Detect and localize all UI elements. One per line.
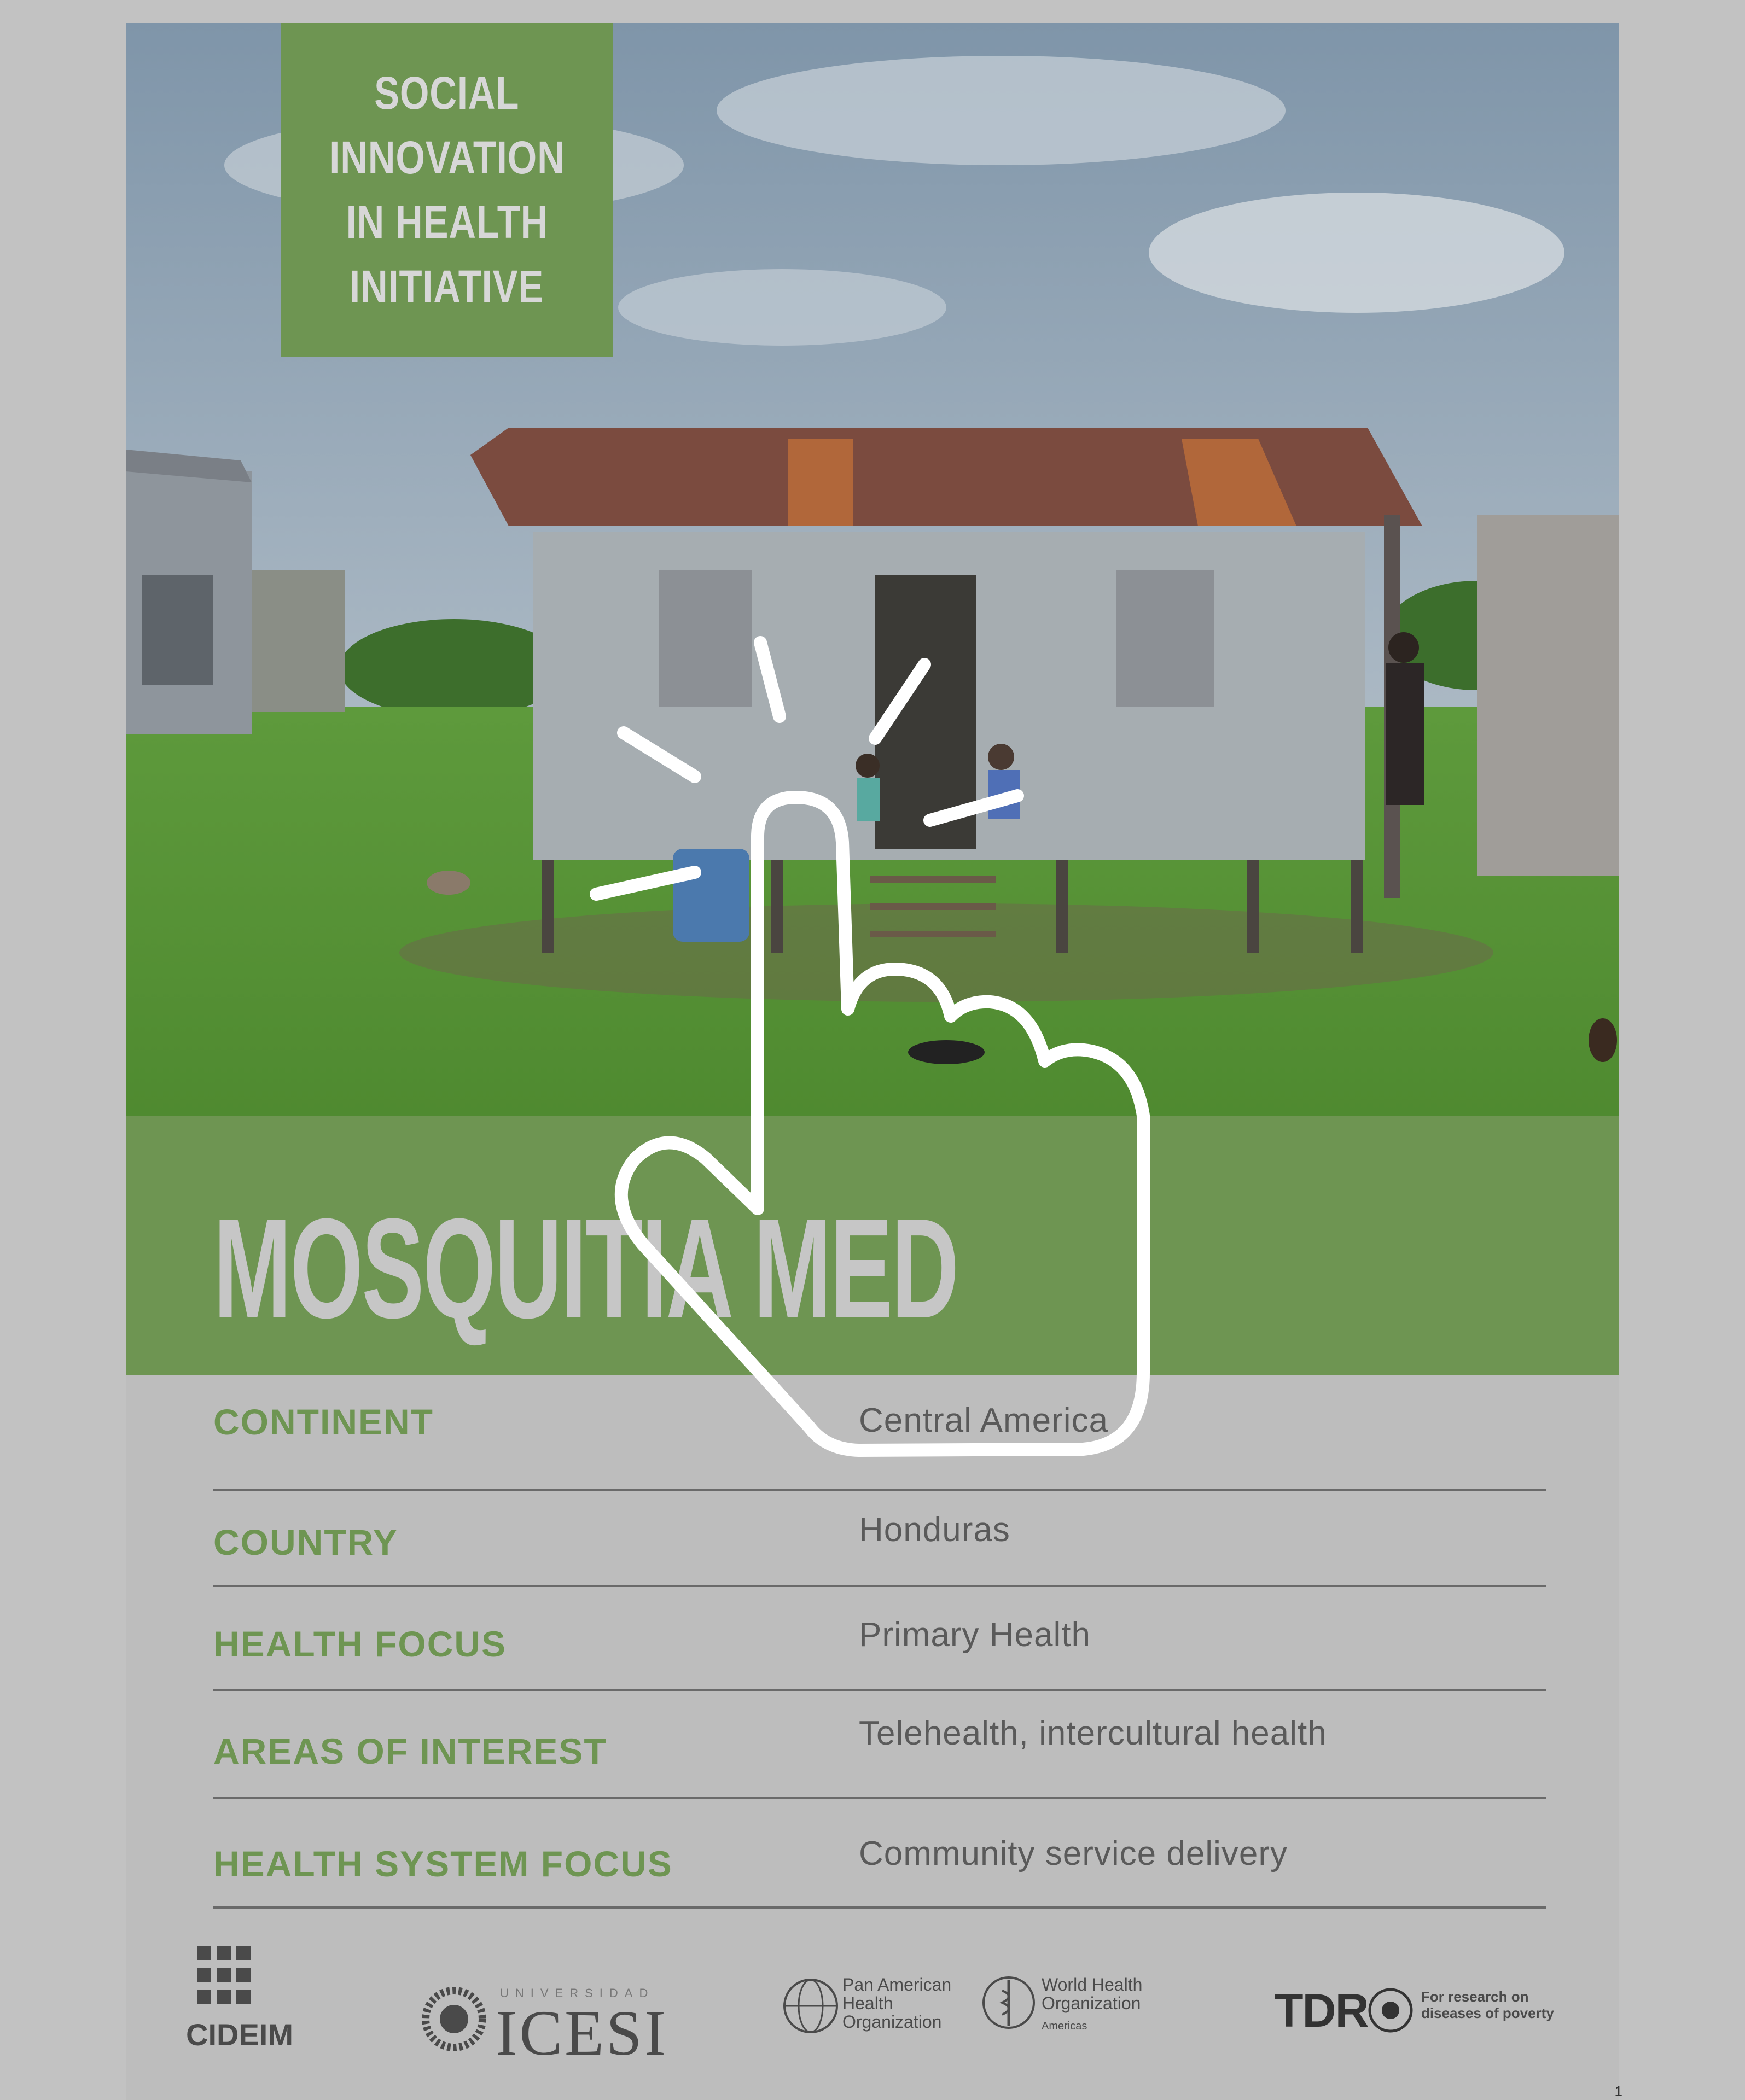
who-logo: [980, 1974, 1155, 2040]
who-line-1: World Health: [1042, 1975, 1143, 1994]
tdr-logo: [1275, 1984, 1581, 2039]
page-number: 1: [1614, 2083, 1622, 2099]
project-info-table: [213, 1375, 1546, 1909]
info-label: HEALTH SYSTEM FOCUS: [213, 1844, 673, 1884]
cideim-name: CIDEIM: [186, 2017, 293, 2052]
cideim-logo: [186, 1942, 293, 2052]
project-title: MOSQUITIA MED: [213, 1189, 958, 1348]
info-row-country: [213, 1491, 1546, 1587]
info-row-continent: [213, 1375, 1546, 1491]
paho-line-3: Organization: [842, 2012, 942, 2032]
icesi-logo: [421, 1986, 668, 2069]
un-globe-icon: [1368, 1987, 1414, 2033]
tdr-line-2: diseases of poverty: [1421, 2005, 1554, 2021]
icesi-seal-icon: [421, 1986, 487, 2052]
cideim-mark-icon: [191, 1942, 257, 2008]
title-band: [126, 1116, 1619, 1375]
tag-line-3: IN HEALTH: [346, 196, 548, 248]
info-row-health-focus: [213, 1587, 1546, 1691]
tag-line-4: INITIATIVE: [350, 261, 544, 312]
tdr-line-1: For research on: [1421, 1988, 1529, 2005]
icesi-name: ICESI: [496, 1997, 668, 2069]
tdr-name: TDR: [1275, 1985, 1368, 2037]
info-row-areas-of-interest: [213, 1691, 1546, 1799]
info-label: AREAS OF INTEREST: [213, 1731, 607, 1771]
paho-line-2: Health: [842, 1993, 893, 2013]
info-row-health-system-focus: [213, 1799, 1546, 1909]
info-value: Honduras: [859, 1511, 1010, 1549]
icesi-top: UNIVERSIDAD: [500, 1986, 655, 2000]
who-line-2: Organization: [1042, 1993, 1141, 2013]
paho-line-1: Pan American: [842, 1975, 952, 1994]
info-label: COUNTRY: [213, 1522, 398, 1562]
who-region: Americas: [1042, 2020, 1087, 2032]
cover-photo: [126, 23, 1619, 1116]
partner-logos: [126, 1942, 1619, 2096]
initiative-tag: [281, 23, 613, 357]
info-value: Central America: [859, 1402, 1109, 1439]
info-value: Community service delivery: [859, 1835, 1288, 1872]
paho-globe-icon: [782, 1978, 839, 2034]
info-label: HEALTH FOCUS: [213, 1624, 507, 1664]
who-emblem-icon: [980, 1974, 1037, 2031]
tag-line-2: INNOVATION: [329, 132, 565, 183]
info-value: Primary Health: [859, 1616, 1091, 1654]
document-page: [126, 23, 1622, 2100]
info-label: CONTINENT: [213, 1402, 434, 1442]
paho-logo: [782, 1975, 957, 2038]
info-value: Telehealth, intercultural health: [859, 1714, 1327, 1752]
tag-line-1: SOCIAL: [374, 67, 520, 119]
